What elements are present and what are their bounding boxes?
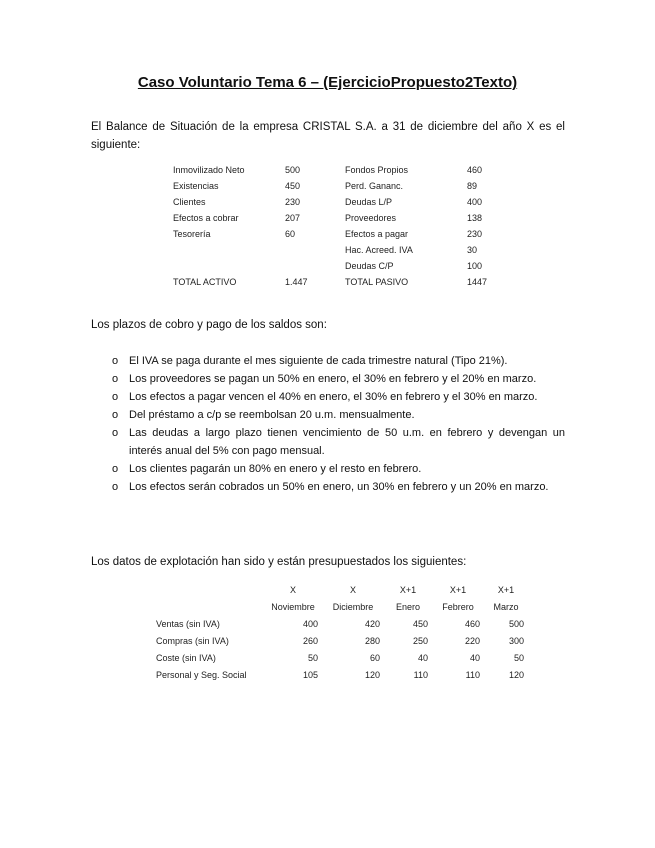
activo-value [285, 242, 345, 258]
header-year: X+1 [399, 585, 417, 595]
row-label: Personal y Seg. Social [156, 670, 247, 680]
pasivo-value: 100 [467, 261, 483, 271]
bullet-marker: o [112, 409, 119, 421]
bullet-marker: o [112, 391, 119, 403]
bullet-marker: o [112, 427, 119, 439]
condition-item [91, 478, 565, 496]
bullet-marker: o [112, 481, 119, 493]
pasivo-value: 460 [467, 165, 483, 175]
conditions-list [91, 352, 565, 496]
activo-value: 230 [285, 197, 301, 207]
header-empty [152, 599, 264, 616]
condition-item [91, 370, 565, 388]
balance-row [170, 226, 507, 242]
row-value: 450 [412, 619, 428, 629]
pasivo-label: Hac. Acreed. IVA [345, 245, 413, 255]
row-value: 400 [302, 619, 318, 629]
pasivo-label: Deudas C/P [345, 261, 394, 271]
pasivo-label: TOTAL PASIVO [345, 277, 409, 287]
explotacion-row [152, 633, 528, 650]
row-value: 50 [513, 653, 524, 663]
condition-item [91, 424, 565, 460]
activo-label: Existencias [173, 181, 219, 191]
balance-row [170, 258, 507, 274]
activo-value: 207 [285, 213, 301, 223]
explotacion-table [152, 582, 528, 684]
bullet-marker: o [112, 373, 119, 385]
condition-text: Del préstamo a c/p se reembolsan 20 u.m. mensualmente. [129, 409, 415, 421]
row-value: 260 [302, 636, 318, 646]
row-value: 300 [508, 636, 524, 646]
pasivo-label: Efectos a pagar [345, 229, 409, 239]
activo-value: 1.447 [285, 277, 308, 287]
header-empty [152, 582, 264, 599]
activo-label: Inmovilizado Neto [173, 165, 245, 175]
pasivo-value: 400 [467, 197, 483, 207]
balance-row [170, 210, 507, 226]
bullet-marker: o [112, 355, 119, 367]
activo-label: Tesorería [173, 229, 211, 239]
activo-value [285, 258, 345, 274]
balance-row [170, 242, 507, 258]
plazos-heading: Los plazos de cobro y pago de los saldos son: [91, 319, 327, 331]
row-value: 220 [464, 636, 480, 646]
pasivo-label: Fondos Propios [345, 165, 409, 175]
header-month: Marzo [493, 602, 519, 612]
row-label: Compras (sin IVA) [156, 636, 229, 646]
condition-item [91, 352, 565, 370]
row-value: 110 [413, 670, 428, 680]
pasivo-label: Proveedores [345, 213, 397, 223]
row-value: 60 [369, 653, 380, 663]
header-year: X [289, 585, 296, 595]
row-value: 105 [302, 670, 318, 680]
pasivo-label: Perd. Gananc. [345, 181, 404, 191]
activo-value: 450 [285, 181, 301, 191]
condition-text: Los efectos a pagar vencen el 40% en enero, el 30% en febrero y el 30% en marzo. [129, 391, 538, 403]
row-value: 110 [465, 670, 480, 680]
header-year: X [349, 585, 356, 595]
balance-row [170, 194, 507, 210]
row-value: 500 [508, 619, 524, 629]
row-value: 50 [307, 653, 318, 663]
row-value: 40 [417, 653, 428, 663]
pasivo-value: 138 [467, 213, 483, 223]
row-value: 120 [508, 670, 524, 680]
row-value: 120 [364, 670, 380, 680]
header-year: X+1 [449, 585, 467, 595]
explotacion-row [152, 650, 528, 667]
activo-value: 60 [285, 229, 296, 239]
condition-item [91, 406, 565, 424]
explotacion-row [152, 667, 528, 684]
activo-label: TOTAL ACTIVO [173, 277, 237, 287]
pasivo-label: Deudas L/P [345, 197, 393, 207]
pasivo-value: 230 [467, 229, 483, 239]
balance-table [170, 162, 507, 290]
balance-row [170, 274, 507, 290]
row-value: 460 [464, 619, 480, 629]
activo-label: Clientes [173, 197, 206, 207]
condition-text: Los clientes pagarán un 80% en enero y el resto en febrero. [129, 463, 422, 475]
header-month: Noviembre [271, 602, 315, 612]
bullet-marker: o [112, 463, 119, 475]
row-value: 420 [364, 619, 380, 629]
activo-label: Efectos a cobrar [173, 213, 239, 223]
balance-row [170, 178, 507, 194]
document-title: Caso Voluntario Tema 6 – (EjercicioPropuesto2Texto) [137, 74, 518, 91]
header-month-row [152, 599, 528, 616]
activo-value: 500 [285, 165, 301, 175]
pasivo-value: 1447 [467, 277, 488, 287]
condition-item [91, 388, 565, 406]
explotacion-row [152, 616, 528, 633]
header-month: Febrero [442, 602, 474, 612]
activo-label [170, 258, 285, 274]
balance-row [170, 162, 507, 178]
condition-item [91, 460, 565, 478]
condition-text: Los efectos serán cobrados un 50% en enero, un 30% en febrero y un 20% en marzo. [129, 481, 549, 493]
row-label: Coste (sin IVA) [156, 653, 216, 663]
condition-text: Las deudas a largo plazo tienen vencimiento de 50 u.m. en febrero y devengan un interés anual del 5% con pago mensual. [129, 427, 565, 457]
header-year-row [152, 582, 528, 599]
condition-text: El IVA se paga durante el mes siguiente de cada trimestre natural (Tipo 21%). [129, 355, 508, 367]
header-month: Diciembre [332, 602, 374, 612]
header-year: X+1 [497, 585, 515, 595]
row-label: Ventas (sin IVA) [156, 619, 220, 629]
pasivo-value: 30 [467, 245, 478, 255]
row-value: 250 [412, 636, 428, 646]
intro-paragraph: El Balance de Situación de la empresa CRISTAL S.A. a 31 de diciembre del año X es el siguiente: [91, 121, 565, 151]
explotacion-heading: Los datos de explotación han sido y están presupuestados los siguientes: [91, 556, 467, 568]
pasivo-value: 89 [467, 181, 478, 191]
condition-text: Los proveedores se pagan un 50% en enero, el 30% en febrero y el 20% en marzo. [129, 373, 537, 385]
row-value: 280 [364, 636, 380, 646]
header-month: Enero [395, 602, 421, 612]
row-value: 40 [469, 653, 480, 663]
activo-label [170, 242, 285, 258]
